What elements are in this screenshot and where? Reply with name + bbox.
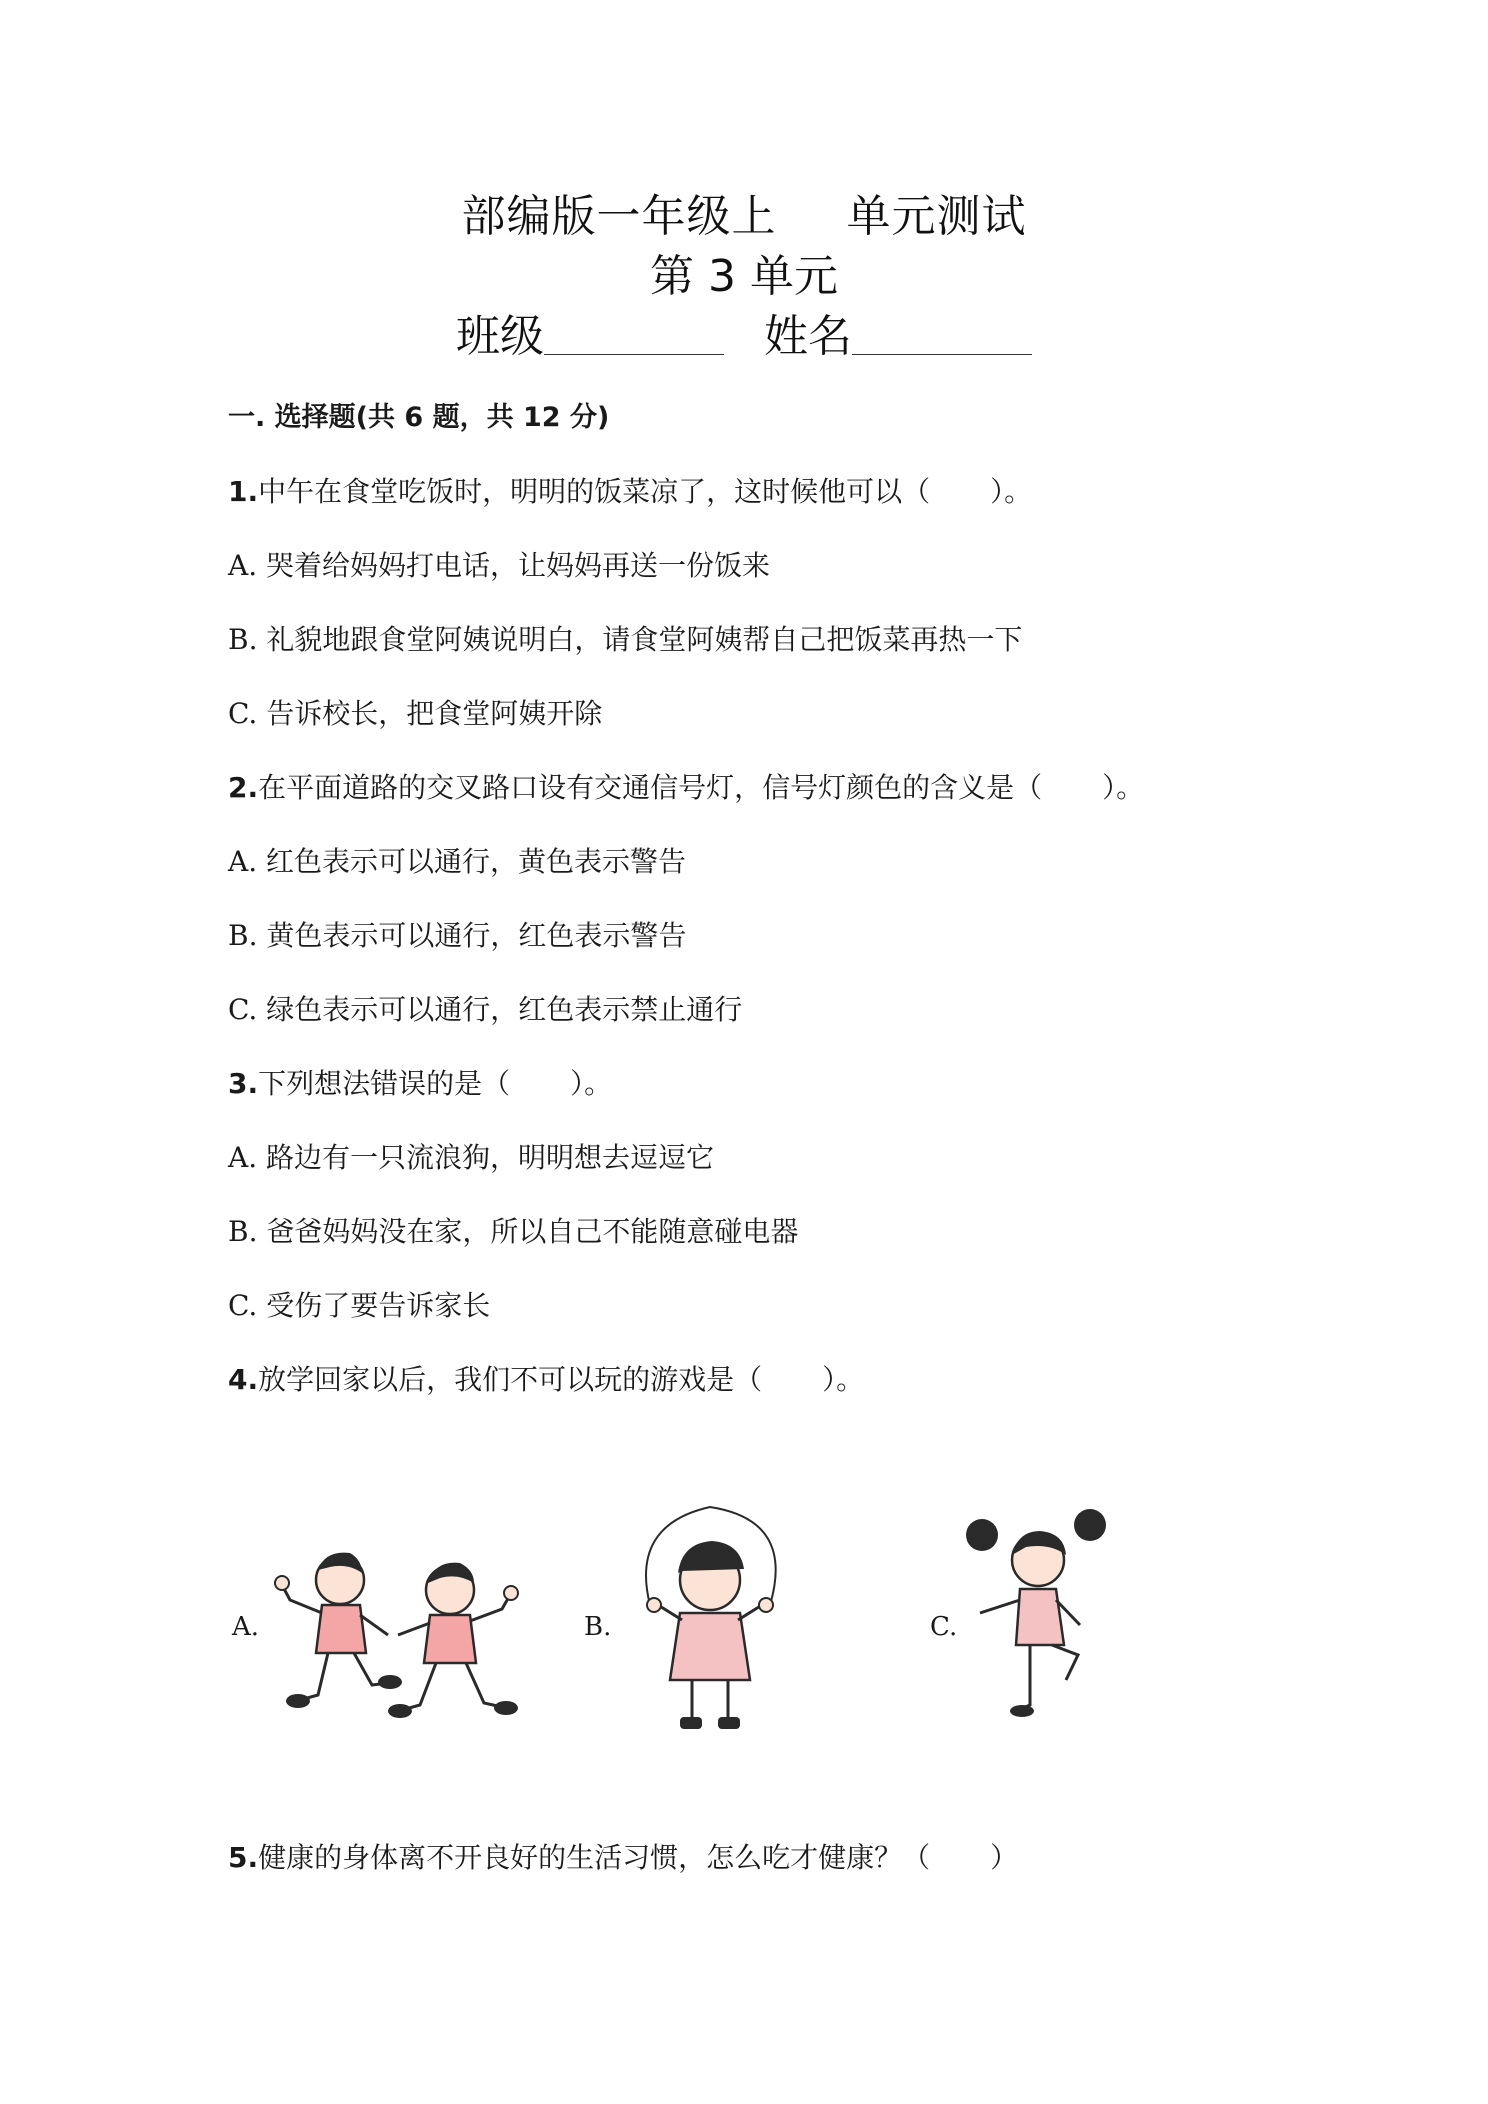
question-number: 1.: [228, 475, 259, 508]
image-option-a-label: A.: [232, 1612, 260, 1642]
question-number: 3.: [228, 1067, 259, 1100]
question-3-option-a[interactable]: A. 路边有一只流浪狗，明明想去逗逗它: [228, 1141, 715, 1174]
question-2-option-a[interactable]: A. 红色表示可以通行，黄色表示警告: [228, 845, 687, 878]
question-5-stem: 5.健康的身体离不开良好的生活习惯，怎么吃才健康？（ ）: [228, 1841, 1019, 1874]
worksheet-title: [0, 180, 1488, 244]
question-2-option-b[interactable]: B. 黄色表示可以通行，红色表示警告: [228, 919, 687, 952]
question-1-stem: 1.中午在食堂吃饭时，明明的饭菜凉了，这时候他可以（ ）。: [228, 475, 1033, 508]
image-option-b-label: B.: [584, 1612, 612, 1642]
name-blank[interactable]: [852, 318, 1032, 355]
section-heading: 一. 选择题(共 6 题，共 12 分): [228, 402, 610, 433]
image-option-a-fighting-boys[interactable]: [270, 1505, 570, 1735]
question-number: 5.: [228, 1841, 259, 1874]
question-3-option-c[interactable]: C. 受伤了要告诉家长: [228, 1289, 491, 1322]
question-number: 2.: [228, 771, 259, 804]
title-left: 部编版一年级上: [461, 191, 777, 242]
question-3-option-b[interactable]: B. 爸爸妈妈没在家，所以自己不能随意碰电器: [228, 1215, 799, 1248]
student-info: [0, 300, 1488, 364]
class-label: 班级: [456, 311, 544, 362]
image-option-b-jump-rope[interactable]: [610, 1505, 910, 1735]
unit-title: 第 3 单元: [650, 251, 838, 302]
question-2-stem: 2.在平面道路的交叉路口设有交通信号灯，信号灯颜色的含义是（ ）。: [228, 771, 1145, 804]
question-number: 4.: [228, 1363, 259, 1396]
question-2-option-c[interactable]: C. 绿色表示可以通行，红色表示禁止通行: [228, 993, 743, 1026]
image-option-c-dancing-girl[interactable]: [960, 1505, 1260, 1735]
class-blank[interactable]: [544, 318, 724, 355]
question-1-option-b[interactable]: B. 礼貌地跟食堂阿姨说明白，请食堂阿姨帮自己把饭菜再热一下: [228, 623, 1023, 656]
question-4-stem: 4.放学回家以后，我们不可以玩的游戏是（ ）。: [228, 1363, 865, 1396]
question-1-option-c[interactable]: C. 告诉校长，把食堂阿姨开除: [228, 697, 603, 730]
question-3-stem: 3.下列想法错误的是（ ）。: [228, 1067, 613, 1100]
image-option-c-label: C.: [930, 1612, 958, 1642]
question-1-option-a[interactable]: A. 哭着给妈妈打电话，让妈妈再送一份饭来: [228, 549, 771, 582]
title-right: 单元测试: [846, 191, 1027, 242]
name-label: 姓名: [764, 311, 852, 362]
